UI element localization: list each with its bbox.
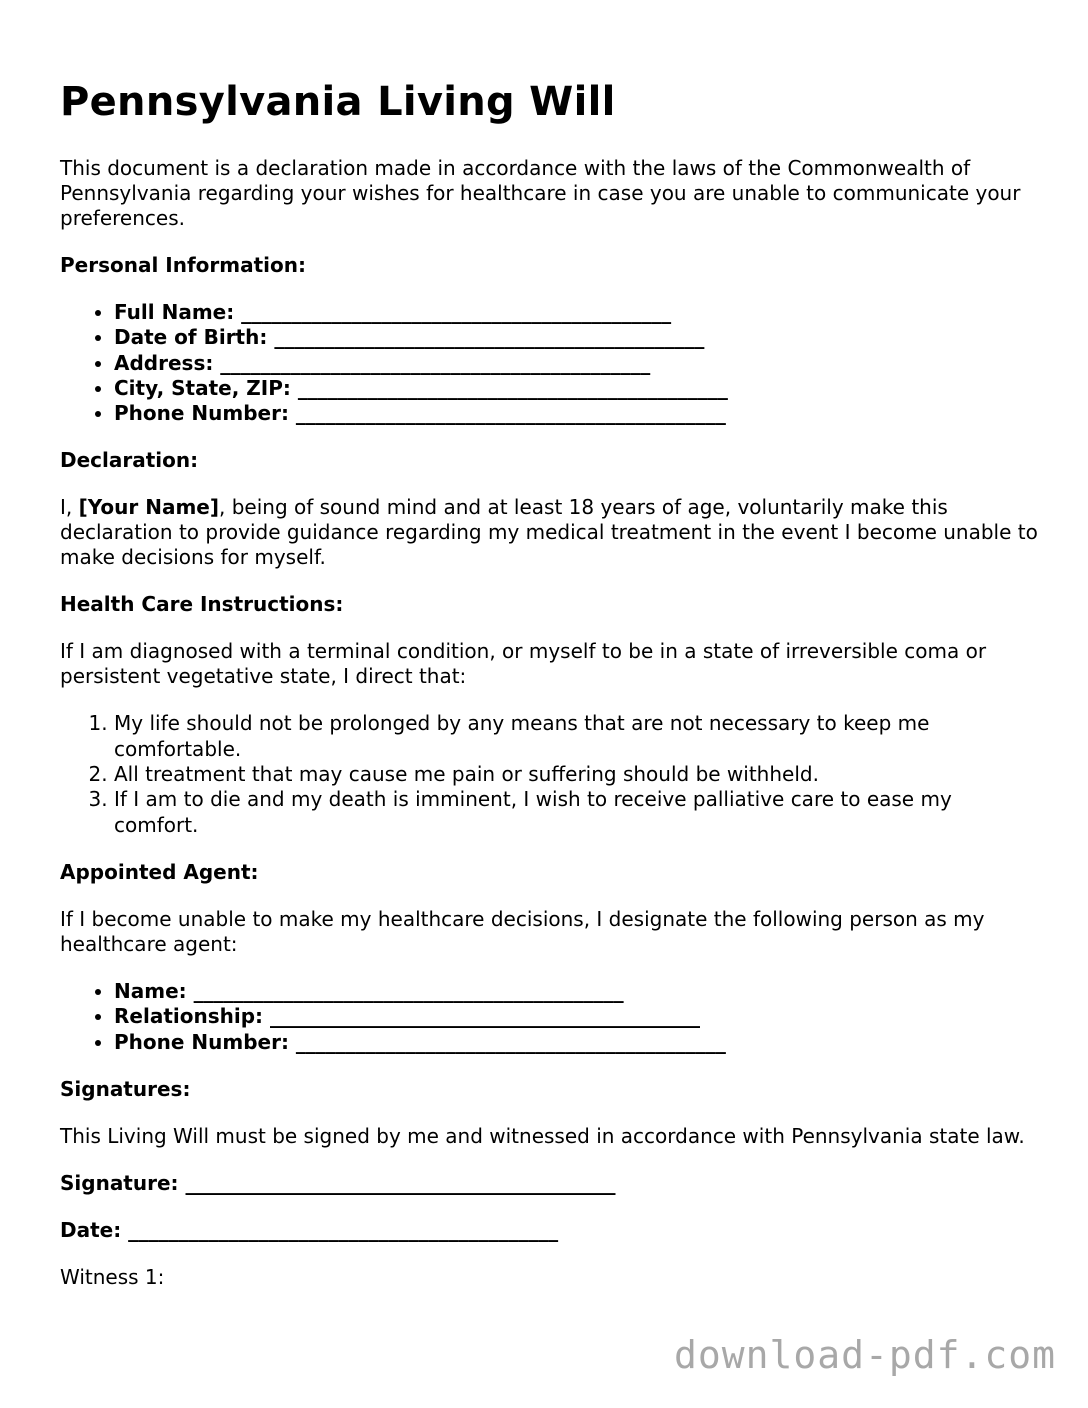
agent-heading: Appointed Agent:: [60, 859, 259, 884]
signatures-intro: This Living Will must be signed by me and witnessed in accordance with Pennsylvania state law.: [60, 1123, 1025, 1148]
instructions-intro: If I am diagnosed with a terminal condition, or myself to be in a state of irreversible coma or persistent vegetative state, I direct that:: [60, 639, 987, 689]
address-field[interactable]: • Address: ___________________________________________: [114, 351, 1040, 376]
date-field[interactable]: Date: ___________________________________________: [60, 1217, 559, 1242]
intro-paragraph: This document is a declaration made in accordance with the laws of the Commonwealth of Pennsylvania regarding your wishes for healthcare in case you are unable to communicate your preferences.: [60, 156, 1021, 230]
full-name-field[interactable]: • Full Name: ___________________________________________: [114, 300, 1040, 325]
instructions-heading: Health Care Instructions:: [60, 592, 344, 617]
declaration-text: , being of sound mind and at least 18 years of age, voluntarily make this declaration to provide guidance regarding my medical treatment in the event I become unable to make decisions for myself.: [60, 495, 1038, 570]
instruction-item: 2. All treatment that may cause me pain or suffering should be withheld.: [114, 762, 1040, 787]
witness-label: Witness 1:: [60, 1264, 165, 1289]
document-page: [60, 76, 1040, 1312]
your-name-placeholder: [Your Name]: [78, 495, 219, 520]
agent-list: [60, 979, 1040, 1055]
signatures-heading: Signatures:: [60, 1076, 191, 1101]
signature-field[interactable]: Signature: ___________________________________________: [60, 1170, 616, 1195]
document-title: Pennsylvania Living Will: [60, 79, 616, 125]
city-state-zip-field[interactable]: • City, State, ZIP: ___________________________________________: [114, 376, 1040, 401]
agent-phone-field[interactable]: • Phone Number: ___________________________________________: [114, 1030, 1040, 1055]
personal-info-heading: Personal Information:: [60, 253, 306, 277]
declaration-prefix: I,: [60, 495, 79, 520]
instruction-item: 3. If I am to die and my death is imminent, I wish to receive palliative care to ease my comfort.: [114, 787, 1040, 838]
declaration-heading: Declaration:: [60, 448, 199, 473]
declaration-paragraph: [60, 495, 1040, 570]
agent-relationship-field[interactable]: • Relationship: ___________________________________________: [114, 1004, 1040, 1029]
phone-number-field[interactable]: • Phone Number: ___________________________________________: [114, 401, 1040, 426]
agent-name-field[interactable]: • Name: ___________________________________________: [114, 979, 1040, 1004]
personal-info-list: [60, 300, 1040, 426]
date-of-birth-field[interactable]: • Date of Birth: ___________________________________________: [114, 325, 1040, 350]
instructions-list: [60, 711, 1040, 837]
agent-intro: If I become unable to make my healthcare decisions, I designate the following person as my healthcare agent:: [60, 906, 985, 956]
watermark-text: download-pdf.com: [673, 1333, 1056, 1377]
instruction-item: 1. My life should not be prolonged by any means that are not necessary to keep me comfortable.: [114, 711, 1040, 762]
